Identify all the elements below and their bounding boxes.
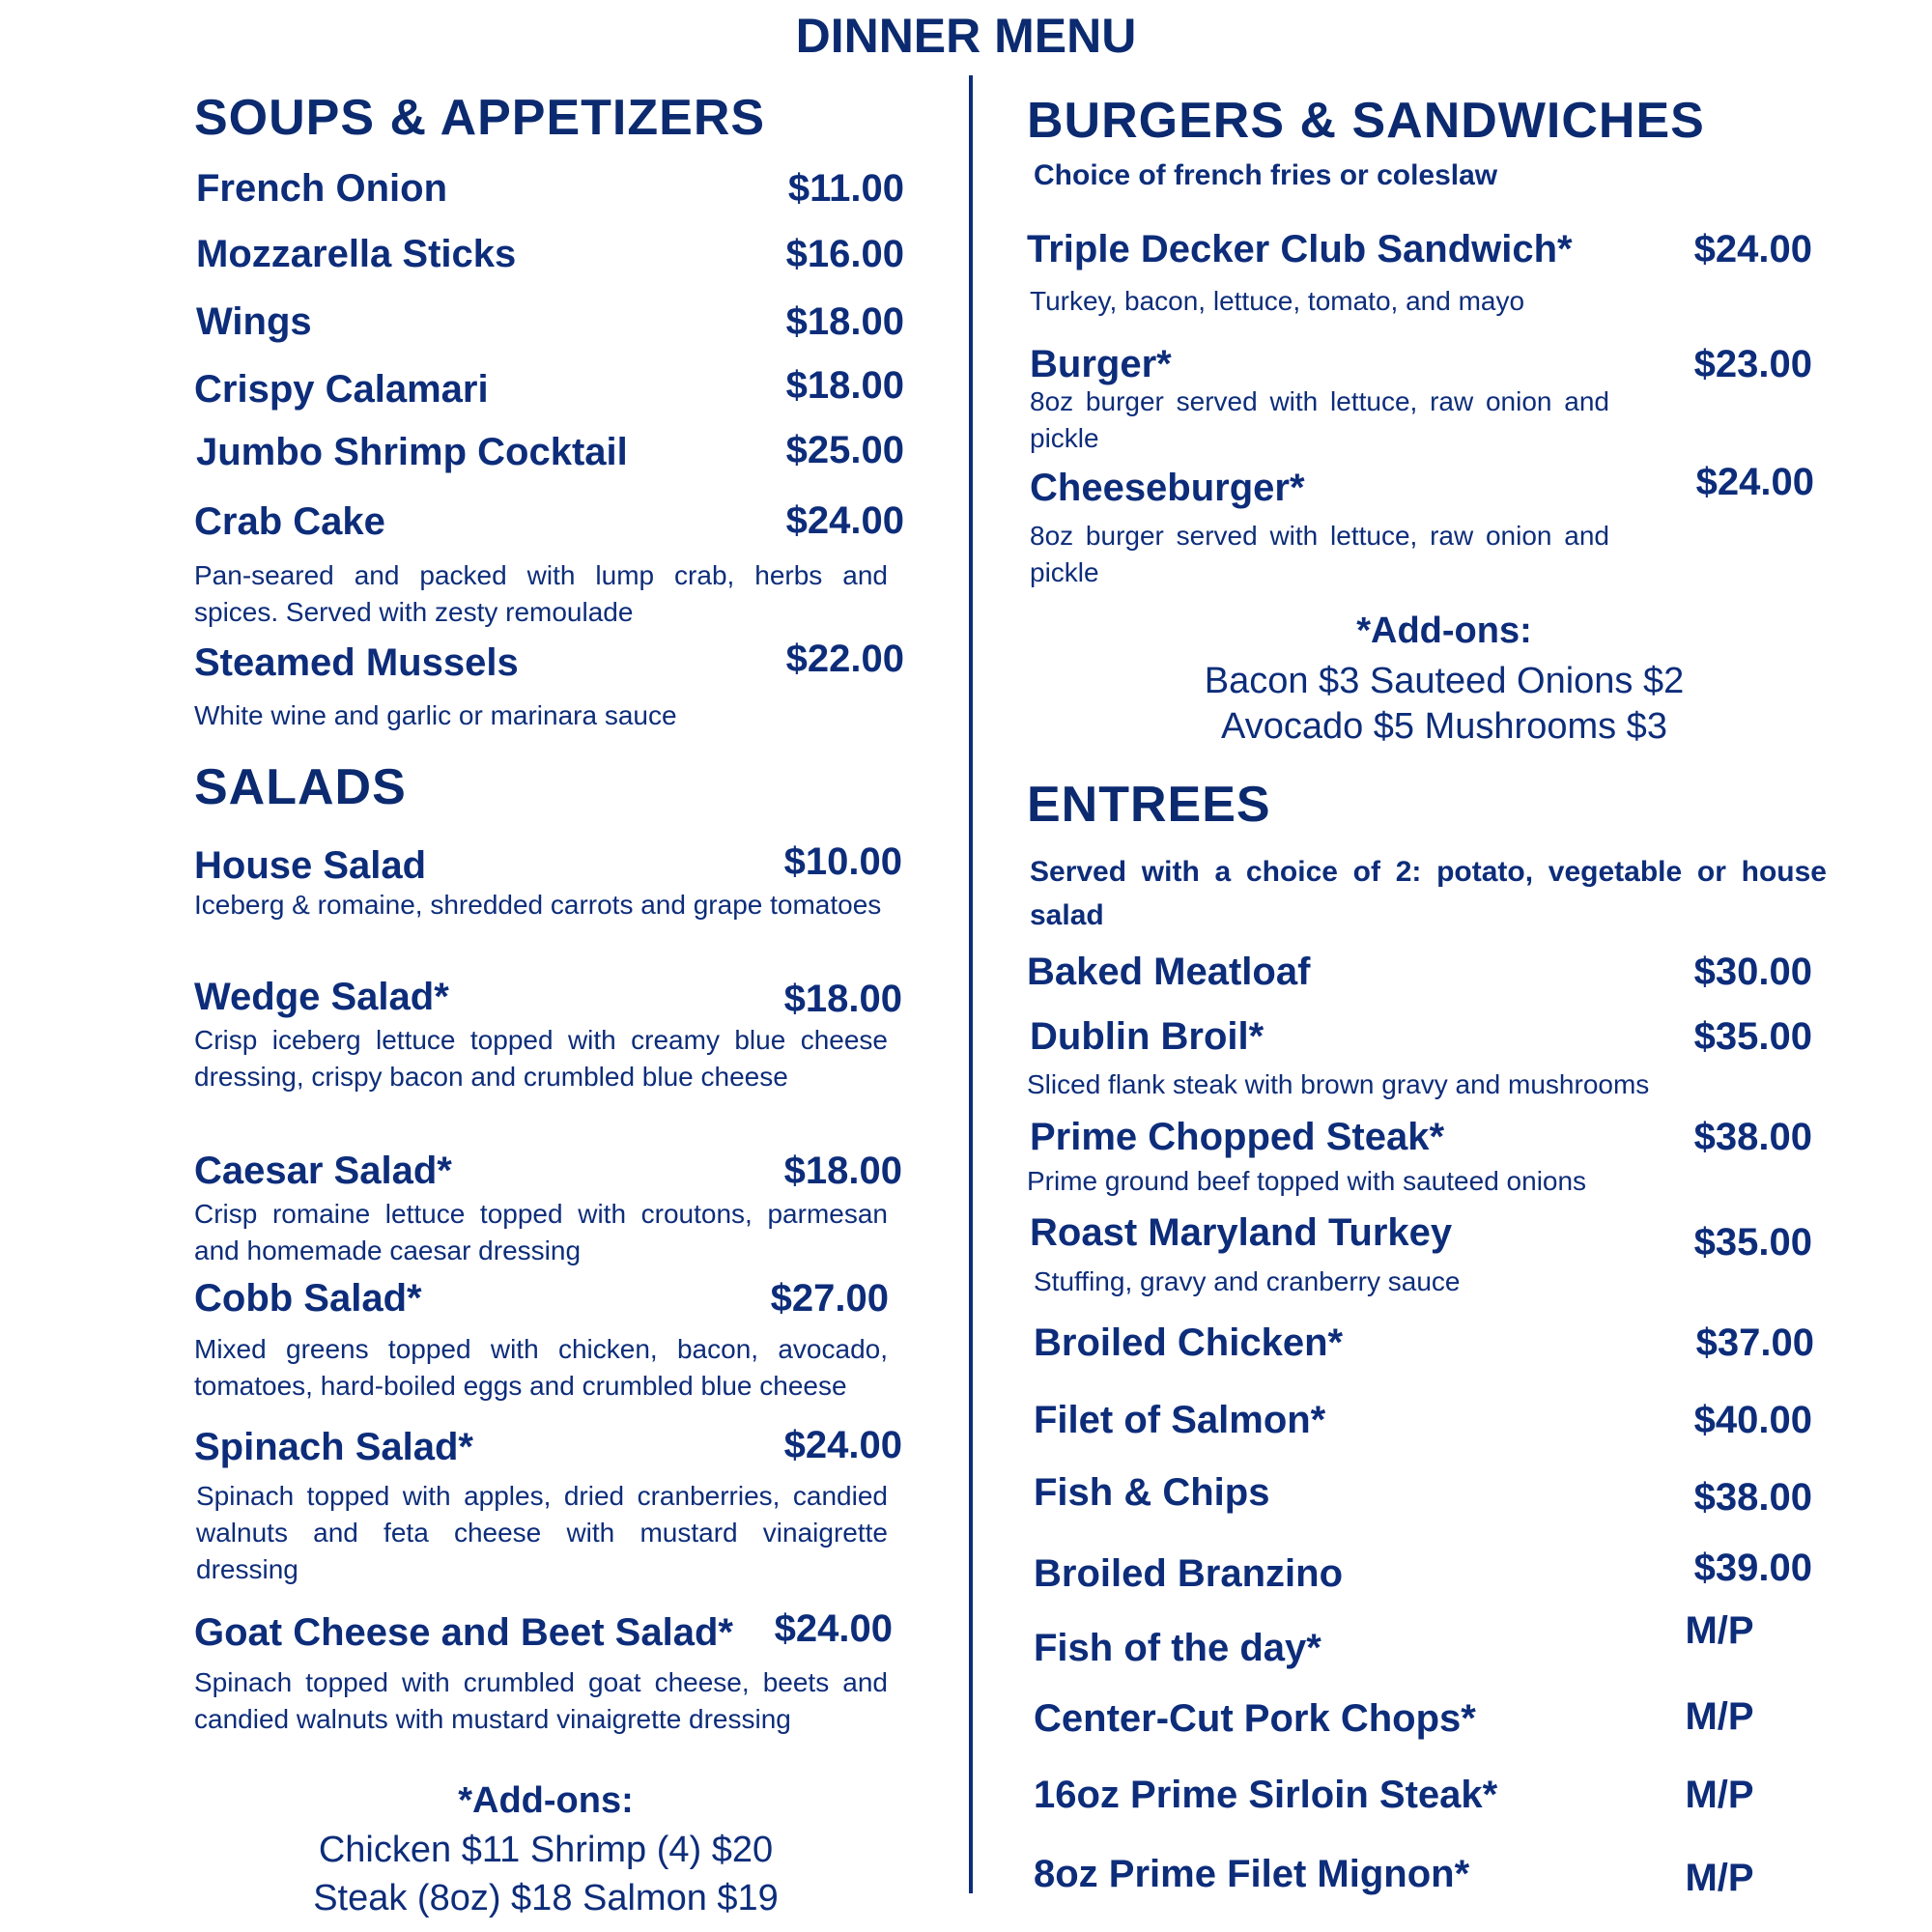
menu-item-description: Mixed greens topped with chicken, bacon, avocado, tomatoes, hard-boiled eggs and crumbled blue cheese: [194, 1334, 888, 1401]
menu-item-price: $25.00: [785, 429, 904, 471]
menu-item-price: M/P: [1685, 1857, 1754, 1899]
menu-item-description: Iceberg & romaine, shredded carrots and grape tomatoes: [194, 890, 882, 920]
menu-item-price: $18.00: [785, 300, 904, 343]
menu-item-description: Pan-seared and packed with lump crab, herbs and spices. Served with zesty remoulade: [194, 560, 888, 627]
menu-item-description: Spinach topped with apples, dried cranberries, candied walnuts and feta cheese with mustard vinaigrette dressing: [196, 1481, 888, 1584]
menu-item-name: Wedge Salad*: [194, 976, 449, 1018]
section-heading-entrees: ENTREES: [1027, 777, 1271, 833]
menu-item-price: $24.00: [1695, 461, 1814, 503]
menu-item-name: Wings: [196, 300, 312, 343]
menu-item-name: Cobb Salad*: [194, 1277, 422, 1320]
menu-item-name: Broiled Chicken*: [1034, 1321, 1344, 1364]
menu-item-name: Triple Decker Club Sandwich*: [1027, 228, 1573, 270]
menu-item-price: M/P: [1685, 1774, 1754, 1816]
burger-addons-line: Bacon $3 Sauteed Onions $2: [1204, 661, 1685, 701]
menu-item-name: Broiled Branzino: [1034, 1552, 1344, 1595]
menu-item-name: Baked Meatloaf: [1027, 951, 1311, 993]
menu-item-name: House Salad: [194, 844, 427, 887]
menu-item-price: $35.00: [1693, 1221, 1812, 1264]
menu-item-description: Prime ground beef topped with sauteed onions: [1027, 1166, 1587, 1196]
menu-item-name: Crab Cake: [194, 500, 385, 543]
menu-item-price: $39.00: [1693, 1547, 1812, 1589]
menu-item-name: 16oz Prime Sirloin Steak*: [1034, 1774, 1498, 1816]
menu-item-name: French Onion: [196, 167, 447, 210]
menu-item-description: White wine and garlic or marinara sauce: [194, 700, 677, 730]
section-note: Served with a choice of 2: potato, vegetable or house salad: [1030, 856, 1827, 931]
menu-item-price: $18.00: [785, 364, 904, 407]
menu-item-name: Cheeseburger*: [1030, 467, 1305, 509]
section-heading-soups: SOUPS & APPETIZERS: [194, 90, 766, 146]
menu-item-description: 8oz burger served with lettuce, raw onion and pickle: [1030, 521, 1609, 587]
menu-item-price: $24.00: [774, 1607, 893, 1650]
menu-item-price: $18.00: [783, 1150, 902, 1192]
menu-item-price: $37.00: [1695, 1321, 1814, 1364]
menu-item-price: $11.00: [787, 167, 904, 210]
menu-item-price: $27.00: [770, 1277, 889, 1320]
menu-item-description: Turkey, bacon, lettuce, tomato, and mayo: [1030, 286, 1525, 316]
menu-item-name: 8oz Prime Filet Mignon*: [1034, 1853, 1470, 1895]
menu-item-name: Spinach Salad*: [194, 1426, 473, 1468]
menu-item-price: $24.00: [785, 499, 904, 542]
menu-item-price: $16.00: [785, 233, 904, 275]
menu-item-description: 8oz burger served with lettuce, raw onion and pickle: [1030, 386, 1609, 453]
menu-item-price: $38.00: [1693, 1476, 1812, 1519]
menu-item-name: Crispy Calamari: [194, 368, 489, 411]
menu-item-price: $10.00: [783, 840, 902, 883]
menu-item-name: Caesar Salad*: [194, 1150, 452, 1192]
menu-item-name: Mozzarella Sticks: [196, 233, 517, 275]
menu-item-name: Jumbo Shrimp Cocktail: [196, 431, 628, 473]
menu-item-name: Fish of the day*: [1034, 1627, 1321, 1669]
menu-item-description: Spinach topped with crumbled goat cheese, beets and candied walnuts with mustard vinaigrette dressing: [194, 1667, 888, 1734]
burger-addons-line: Avocado $5 Mushrooms $3: [1221, 706, 1667, 747]
menu-item-description: Crisp romaine lettuce topped with croutons, parmesan and homemade caesar dressing: [194, 1199, 888, 1265]
menu-item-description: Sliced flank steak with brown gravy and mushrooms: [1027, 1069, 1650, 1099]
menu-item-name: Burger*: [1030, 343, 1172, 385]
menu-item-description: Crisp iceberg lettuce topped with creamy blue cheese dressing, crispy bacon and crumbled blue cheese: [194, 1025, 888, 1092]
page-title: DINNER MENU: [795, 9, 1137, 63]
menu-item-price: $22.00: [785, 638, 904, 680]
menu-item-name: Steamed Mussels: [194, 641, 519, 684]
menu-item-price: $35.00: [1693, 1015, 1812, 1058]
menu-item-price: $18.00: [783, 978, 902, 1020]
menu-item-price: $38.00: [1693, 1116, 1812, 1158]
menu-item-name: Fish & Chips: [1034, 1471, 1270, 1514]
column-divider: [969, 75, 973, 1893]
burger-addons-heading: *Add-ons:: [1356, 611, 1532, 651]
menu-item-name: Goat Cheese and Beet Salad*: [194, 1611, 733, 1654]
section-heading-burgers: BURGERS & SANDWICHES: [1027, 93, 1705, 149]
menu-item-price: M/P: [1685, 1609, 1754, 1652]
menu-item-name: Dublin Broil*: [1030, 1015, 1264, 1058]
menu-item-price: $30.00: [1693, 951, 1812, 993]
salad-addons-line: Chicken $11 Shrimp (4) $20: [318, 1830, 774, 1870]
menu-item-description: Stuffing, gravy and cranberry sauce: [1034, 1266, 1461, 1296]
menu-item-name: Roast Maryland Turkey: [1030, 1211, 1453, 1254]
menu-item-name: Prime Chopped Steak*: [1030, 1116, 1445, 1158]
menu-item-price: $24.00: [783, 1424, 902, 1466]
section-note: Choice of french fries or coleslaw: [1034, 159, 1498, 191]
menu-item-price: $40.00: [1693, 1399, 1812, 1441]
menu-item-price: $24.00: [1693, 228, 1812, 270]
menu-item-price: $23.00: [1693, 343, 1812, 385]
menu-item-name: Filet of Salmon*: [1034, 1399, 1326, 1441]
menu-item-price: M/P: [1685, 1695, 1754, 1738]
salad-addons-line: Steak (8oz) $18 Salmon $19: [313, 1878, 779, 1918]
salad-addons-heading: *Add-ons:: [458, 1780, 634, 1821]
menu-item-name: Center-Cut Pork Chops*: [1034, 1697, 1476, 1740]
section-heading-salads: SALADS: [194, 759, 407, 815]
